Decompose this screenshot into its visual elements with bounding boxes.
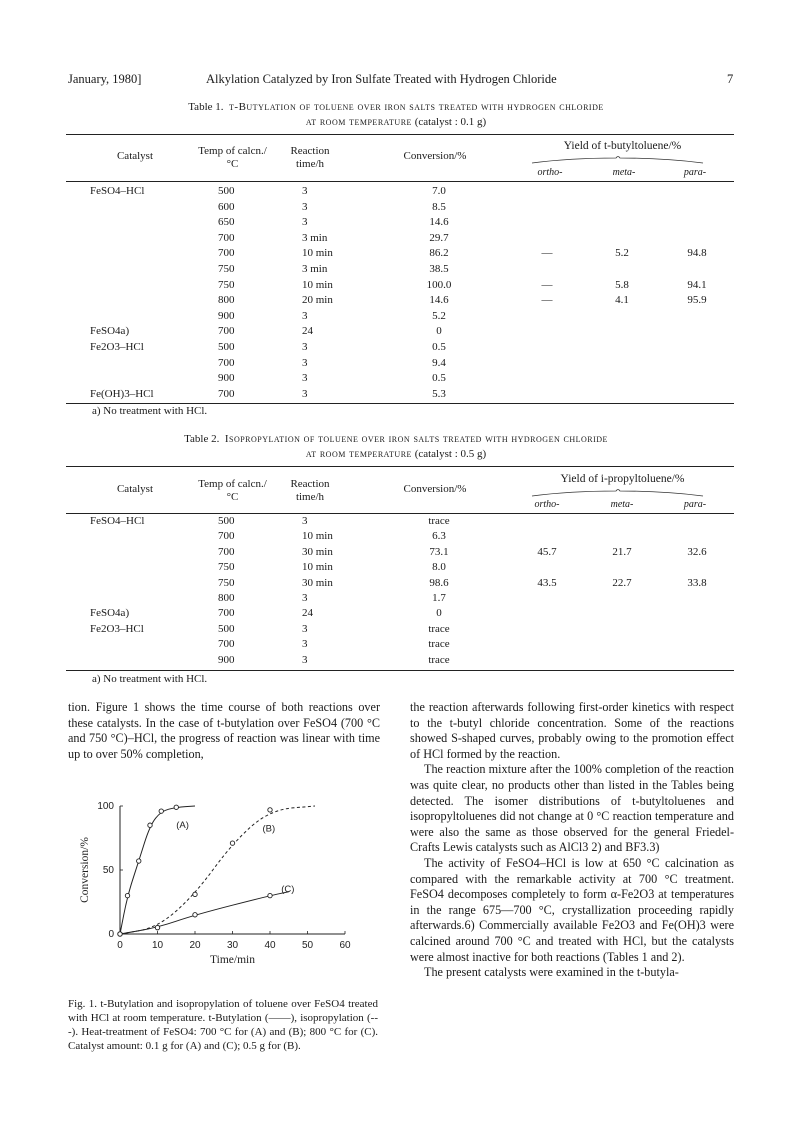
x-axis-label: Time/min — [210, 954, 255, 966]
t1-header-temp: Temp of calcn./°C — [198, 145, 267, 170]
t1-row5-conv: 38.5 — [429, 263, 449, 275]
t1-header-conversion: Conversion/% — [403, 150, 467, 162]
figure-1-caption: Fig. 1. t-Butylation and isopropylation of toluene over FeSO4 treated with HCl at room temperature. t-Butylation (——), isopropylation (---). Heat-treatment of FeSO4: 700 °C for (A) and (B); 800 °C for (C). Catalyst amount: 0.1 g for (A) and (C); 0.5 g for (B). — [68, 998, 378, 1052]
t1-row9-conv: 0 — [436, 325, 442, 338]
t2-header-yield: Yield of i-propyltoluene/% — [560, 473, 685, 485]
t2-row5-conv: 1.7 — [432, 592, 446, 604]
t2-row6-temp: 700 — [218, 607, 235, 620]
table2-footnote: a) No treatment with HCl. — [92, 673, 208, 685]
y-tick-label-0: 0 — [108, 929, 114, 940]
table2-header-rule — [66, 513, 734, 514]
t2-header-meta: meta- — [610, 499, 634, 510]
series-label-0: (A) — [176, 819, 189, 831]
t2-header-ortho: ortho- — [534, 499, 560, 510]
t1-row6-time: 10 min — [302, 278, 333, 291]
t1-header-catalyst: Catalyst — [116, 150, 154, 162]
t1-row3-time: 3 min — [302, 231, 328, 244]
t2-row3-temp: 750 — [218, 561, 235, 574]
t1-row3-conv: 29.7 — [429, 231, 449, 244]
t1-row8-time: 3 — [302, 309, 308, 322]
t1-row1-time: 3 — [302, 200, 308, 213]
t1-row7-conv: 14.6 — [429, 294, 449, 307]
t1-row10-temp: 500 — [218, 341, 235, 353]
t1-row7-p: 95.9 — [687, 294, 707, 307]
t2-row4-conv: 98.6 — [429, 576, 449, 589]
t2-row4-o: 43.5 — [537, 576, 557, 589]
table1-top-rule — [66, 134, 734, 135]
x-tick-label-0: 0 — [117, 940, 123, 951]
body-left-paragraph: tion. Figure 1 shows the time course of both reactions over these catalysts. In the case of t-butylation over FeSO4 (700 °C and 750 °C)–HCl, the progress of reaction was linear with time up to over 50% completion, — [68, 700, 380, 761]
t2-header-time: Reaction time/h — [290, 478, 330, 503]
table1-header-rule — [66, 181, 734, 182]
t1-header-ortho: ortho- — [537, 167, 563, 178]
t1-header-meta: meta- — [612, 167, 636, 178]
t2-row6-catalyst: FeSO4a) — [90, 607, 130, 620]
t2-row2-conv: 73.1 — [429, 545, 449, 558]
t2-row4-p: 33.8 — [687, 576, 707, 589]
t1-row9-temp: 700 — [218, 325, 235, 338]
t2-row3-time: 10 min — [302, 561, 333, 574]
y-tick-label-100: 100 — [97, 801, 114, 812]
t1-row11-temp: 700 — [218, 356, 235, 369]
t1-row4-p: 94.8 — [687, 247, 707, 260]
t2-row5-temp: 800 — [218, 592, 235, 604]
t1-row12-time: 3 — [302, 372, 308, 385]
t1-yield-brace — [530, 155, 705, 165]
series-2-point-3 — [268, 893, 272, 897]
t1-row13-time: 3 — [302, 387, 308, 400]
t1-row5-temp: 750 — [218, 263, 235, 275]
t2-row9-temp: 900 — [218, 653, 235, 666]
t2-row4-time: 30 min — [302, 576, 333, 589]
t2-row9-conv: trace — [428, 653, 450, 666]
t1-row2-time: 3 — [302, 216, 308, 229]
t2-row2-p: 32.6 — [687, 545, 707, 558]
series-0-point-1 — [125, 893, 129, 897]
t1-row2-temp: 650 — [218, 216, 235, 229]
t1-row8-temp: 900 — [218, 309, 235, 322]
t1-row2-conv: 14.6 — [429, 216, 449, 229]
t1-row7-m: 4.1 — [615, 294, 629, 307]
t2-row2-temp: 700 — [218, 545, 235, 558]
t2-row0-conv: trace — [428, 515, 450, 527]
t1-row13-temp: 700 — [218, 387, 235, 400]
t2-row8-temp: 700 — [218, 638, 235, 651]
t1-row6-p: 94.1 — [687, 278, 707, 291]
t2-row7-catalyst: Fe2O3–HCl — [90, 622, 144, 635]
t1-row7-time: 20 min — [302, 294, 333, 307]
t1-row3-temp: 700 — [218, 231, 235, 244]
t2-header-temp: Temp of calcn./°C — [198, 478, 267, 503]
t1-row10-catalyst: Fe2O3–HCl — [90, 341, 144, 353]
t2-row6-time: 24 — [302, 607, 313, 620]
figure-1-chart — [68, 790, 378, 1010]
table2-top-rule — [66, 466, 734, 467]
t2-row0-catalyst: FeSO4–HCl — [90, 515, 145, 527]
t2-row5-time: 3 — [302, 592, 308, 604]
t1-row6-o: — — [541, 278, 553, 291]
t2-row9-time: 3 — [302, 653, 308, 666]
series-2-point-2 — [193, 913, 197, 917]
t1-row7-temp: 800 — [218, 294, 235, 307]
t1-row10-conv: 0.5 — [432, 341, 446, 353]
t2-row2-o: 45.7 — [537, 545, 557, 558]
t1-row4-o: — — [541, 247, 553, 260]
x-tick-label-60: 60 — [339, 940, 351, 951]
t2-header-conversion: Conversion/% — [403, 483, 467, 495]
t1-row8-conv: 5.2 — [432, 309, 446, 322]
series-1-point-4 — [268, 808, 272, 812]
body-right-p4: The present catalysts were examined in the t-butyla- — [424, 965, 679, 980]
t2-row1-temp: 700 — [218, 530, 235, 543]
body-right-p3: The activity of FeSO4–HCl is low at 650 °C calcination as compared with the remarkable activity at 700 °C treatment. FeSO4 decomposes completely to form α-Fe2O3 at temperatures in the range 675—700 °C, crystallization proceeding rapidly afterwards.6) Commercially available Fe2O3 and Fe(OH)3 were calcined around 700 °C and treated with HCl, but the catalysts were almost inactive for both reactions (Tables 1 and 2). — [410, 855, 734, 964]
series-2-point-0 — [118, 932, 122, 936]
body-right-p2: The reaction mixture after the 100% completion of the reaction was quite clear, no products other than listed in the Tables being detected. The isomer distributions of t-butyltoluenes and isopropyltoluenes did not change at 0 °C reaction temperature and were also the same as those observed for the general Friedel-Crafts Lewis catalysts such as AlCl3 2) and BF3.3) — [410, 762, 734, 855]
t1-row9-catalyst: FeSO4a) — [90, 325, 130, 338]
x-tick-label-30: 30 — [226, 940, 239, 951]
t2-row6-conv: 0 — [436, 607, 442, 620]
table1-footnote: a) No treatment with HCl. — [92, 405, 208, 417]
t1-row13-catalyst: Fe(OH)3–HCl — [90, 387, 154, 400]
t2-row7-time: 3 — [302, 622, 308, 635]
t1-row6-m: 5.8 — [615, 278, 629, 291]
t2-row2-m: 21.7 — [612, 545, 632, 558]
series-1-point-2 — [193, 892, 197, 896]
running-header-date: January, 1980] — [68, 72, 142, 86]
t2-header-catalyst: Catalyst — [116, 483, 154, 495]
t1-row11-conv: 9.4 — [432, 356, 446, 369]
t2-header-para: para- — [683, 499, 707, 510]
t1-row1-conv: 8.5 — [432, 200, 446, 213]
t1-header-yield: Yield of t-butyltoluene/% — [563, 140, 682, 152]
table1-caption: Table 1. t-Butylation of toluene over iron salts treated with hydrogen chloride at room temperature (catalyst : 0.1 g) — [188, 101, 604, 128]
series-label-2: (C) — [281, 883, 295, 895]
t1-row9-time: 24 — [302, 325, 313, 338]
t1-row6-temp: 750 — [218, 278, 235, 291]
t1-row1-temp: 600 — [218, 200, 235, 213]
t2-row0-temp: 500 — [218, 515, 235, 527]
t1-row5-time: 3 min — [302, 263, 328, 275]
t2-row2-time: 30 min — [302, 545, 333, 558]
x-tick-label-40: 40 — [264, 940, 276, 951]
t1-row13-conv: 5.3 — [432, 387, 446, 400]
table2-caption: Table 2. Isopropylation of toluene over iron salts treated with hydrogen chloride at room temperature (catalyst : 0.5 g) — [184, 433, 608, 460]
t1-row0-temp: 500 — [218, 185, 235, 197]
t1-row10-time: 3 — [302, 341, 308, 353]
t1-row6-conv: 100.0 — [426, 278, 452, 291]
page-number: 7 — [727, 72, 734, 86]
t2-row1-conv: 6.3 — [432, 530, 446, 543]
t1-row4-conv: 86.2 — [429, 247, 449, 260]
series-line-2 — [120, 892, 289, 934]
t1-row0-catalyst: FeSO4–HCl — [90, 185, 145, 197]
x-tick-label-10: 10 — [151, 940, 164, 951]
t1-row0-conv: 7.0 — [432, 185, 446, 197]
series-2-point-1 — [155, 925, 159, 929]
t1-header-para: para- — [683, 167, 707, 178]
series-0-point-2 — [137, 859, 141, 863]
series-0-point-4 — [159, 809, 163, 813]
x-tick-label-20: 20 — [189, 940, 201, 951]
t1-row11-time: 3 — [302, 356, 308, 369]
t2-row8-time: 3 — [302, 638, 308, 651]
series-label-1: (B) — [262, 823, 276, 835]
table1-bottom-rule — [66, 403, 734, 404]
t2-row0-time: 3 — [302, 515, 308, 527]
table2-bottom-rule — [66, 670, 734, 671]
body-right-column — [410, 700, 734, 981]
y-axis-label: Conversion/% — [79, 837, 91, 903]
y-tick-label-50: 50 — [102, 865, 114, 876]
t2-row4-m: 22.7 — [612, 576, 632, 589]
t2-row7-conv: trace — [428, 622, 450, 635]
series-0-point-5 — [174, 805, 178, 809]
t2-row4-temp: 750 — [218, 576, 235, 589]
series-1-point-3 — [230, 841, 234, 845]
body-right-p1: the reaction afterwards following first-order kinetics with respect to the t-butyl chloride concentration. Some of the reactions showed S-shaped curves, probably owing to the promotion effect of HCl formed by the reaction. — [410, 700, 734, 761]
t1-row12-conv: 0.5 — [432, 372, 446, 385]
t1-row4-m: 5.2 — [615, 247, 629, 260]
t1-row0-time: 3 — [302, 185, 308, 197]
t1-row7-o: — — [541, 294, 553, 307]
t2-row7-temp: 500 — [218, 622, 235, 635]
t2-yield-brace — [530, 488, 705, 498]
t2-row3-conv: 8.0 — [432, 561, 446, 574]
running-header-title: Alkylation Catalyzed by Iron Sulfate Treated with Hydrogen Chloride — [206, 72, 557, 86]
series-0-point-3 — [148, 823, 152, 827]
t2-row8-conv: trace — [428, 638, 450, 651]
t1-row12-temp: 900 — [218, 372, 235, 385]
t1-header-time: Reaction time/h — [290, 145, 330, 170]
x-tick-label-50: 50 — [301, 940, 314, 951]
t1-row4-temp: 700 — [218, 247, 235, 260]
t2-row1-time: 10 min — [302, 530, 333, 543]
t1-row4-time: 10 min — [302, 247, 333, 260]
